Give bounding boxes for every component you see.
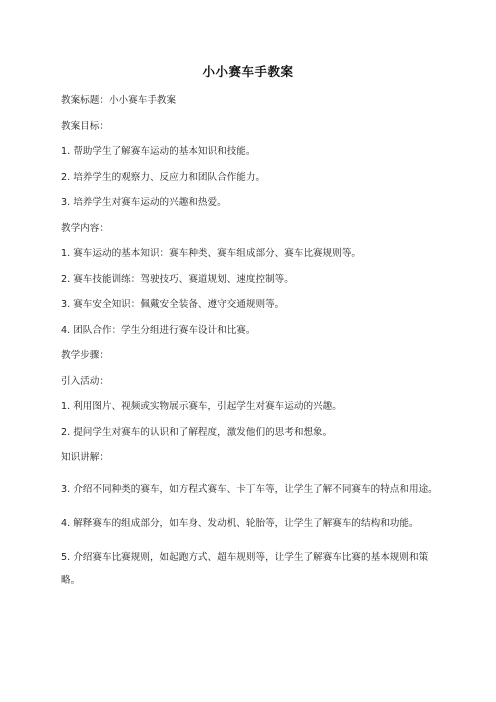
paragraph-step-2: 2. 提问学生对赛车的认识和了解程度，激发他们的思考和想象。 xyxy=(61,426,333,438)
paragraph-step-4: 4. 解释赛车的组成部分，如车身、发动机、轮胎等，让学生了解赛车的结构和功能。 xyxy=(61,517,419,529)
paragraph-steps-heading: 教学步骤： xyxy=(61,350,109,361)
document-body xyxy=(61,95,439,592)
paragraph-objective-2: 2. 培养学生的观察力、反应力和团队合作能力。 xyxy=(61,171,266,183)
paragraph-objective-3: 3. 培养学生对赛车运动的兴趣和热爱。 xyxy=(61,197,227,208)
paragraph-content-heading: 教学内容： xyxy=(61,222,109,234)
paragraph-step-5: 5. 介绍赛车比赛规则，如起跑方式、超车规则等，让学生了解赛车比赛的基本规则和策略。 xyxy=(61,551,429,586)
paragraph-step-1: 1. 利用图片、视频或实物展示赛车，引起学生对赛车运动的兴趣。 xyxy=(61,401,342,412)
paragraph-intro-heading: 引入活动： xyxy=(61,375,109,387)
paragraph-content-1: 1. 赛车运动的基本知识：赛车种类、赛车组成部分、赛车比赛规则等。 xyxy=(61,248,362,259)
paragraph-step-3: 3. 介绍不同种类的赛车，如方程式赛车、卡丁车等，让学生了解不同赛车的特点和用途。 xyxy=(61,483,438,495)
paragraph-objective-1: 1. 帮助学生了解赛车运动的基本知识和技能。 xyxy=(61,146,256,157)
paragraph-content-4: 4. 团队合作：学生分组进行赛车设计和比赛。 xyxy=(61,324,256,336)
document-title: 小小赛车手教案 xyxy=(202,64,294,79)
paragraph-content-3: 3. 赛车安全知识：佩戴安全装备、遵守交通规则等。 xyxy=(61,299,285,310)
paragraph-lesson-title: 教案标题：小小赛车手教案 xyxy=(61,95,177,106)
paragraph-content-2: 2. 赛车技能训练：驾驶技巧、赛道规划、速度控制等。 xyxy=(61,273,294,285)
paragraph-knowledge-heading: 知识讲解： xyxy=(61,452,109,463)
paragraph-objectives-heading: 教案目标： xyxy=(61,120,109,132)
